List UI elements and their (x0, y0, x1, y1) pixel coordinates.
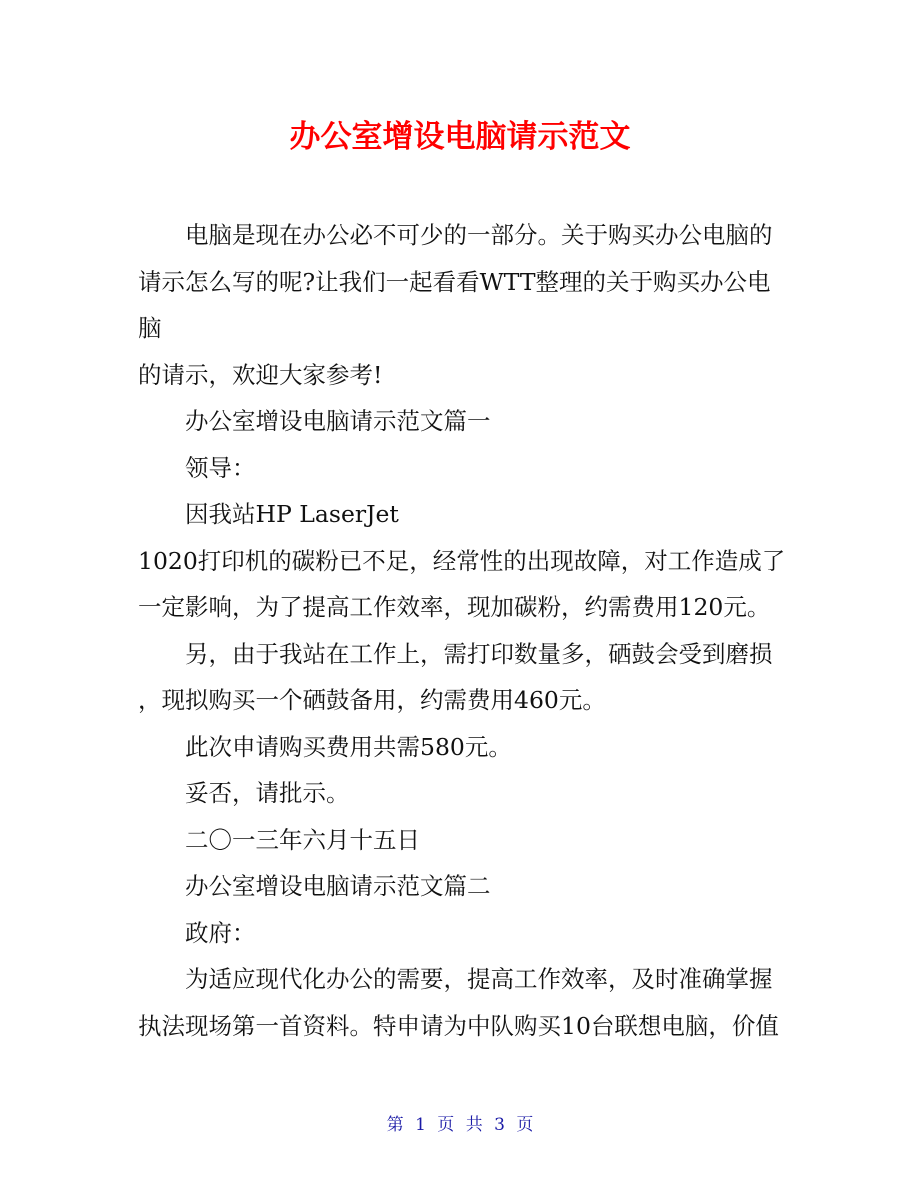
document-title: 办公室增设电脑请示范文 (289, 119, 631, 155)
paragraph-total: 此次申请购买费用共需580元。 (138, 732, 512, 761)
section-heading-2: 办公室增设电脑请示范文篇二 (138, 872, 491, 900)
paragraph-intro: 电脑是现在办公必不可少的一部分。关于购买办公电脑的 请示怎么写的呢?让我们一起看看WTT整理的关于购买办公电脑 的请示，欢迎大家参考! (138, 221, 773, 389)
salutation-1: 领导： (138, 453, 256, 482)
page-footer: 第 1 页 共 3 页 (386, 1115, 534, 1135)
section-heading-1: 办公室增设电脑请示范文篇一 (138, 407, 491, 435)
paragraph-drum: 另，由于我站在工作上，需打印数量多，硒鼓会受到磨损 ，现拟购买一个硒鼓备用，约需费用460元。 (138, 639, 773, 714)
paragraph-toner: 因我站HP LaserJet 1020打印机的碳粉已不足，经常性的出现故障，对工作造成了 一定影响，为了提高工作效率，现加碳粉，约需费用120元。 (138, 500, 786, 621)
paragraph-computers: 为适应现代化办公的需要，提高工作效率，及时准确掌握 执法现场第一首资料。特申请为中队购买10台联想电脑，价值 (138, 965, 779, 1040)
date-line: 二〇一三年六月十五日 (138, 825, 420, 854)
paragraph-request: 妥否，请批示。 (138, 779, 350, 807)
salutation-2: 政府： (138, 918, 256, 947)
document-body (138, 212, 786, 1049)
